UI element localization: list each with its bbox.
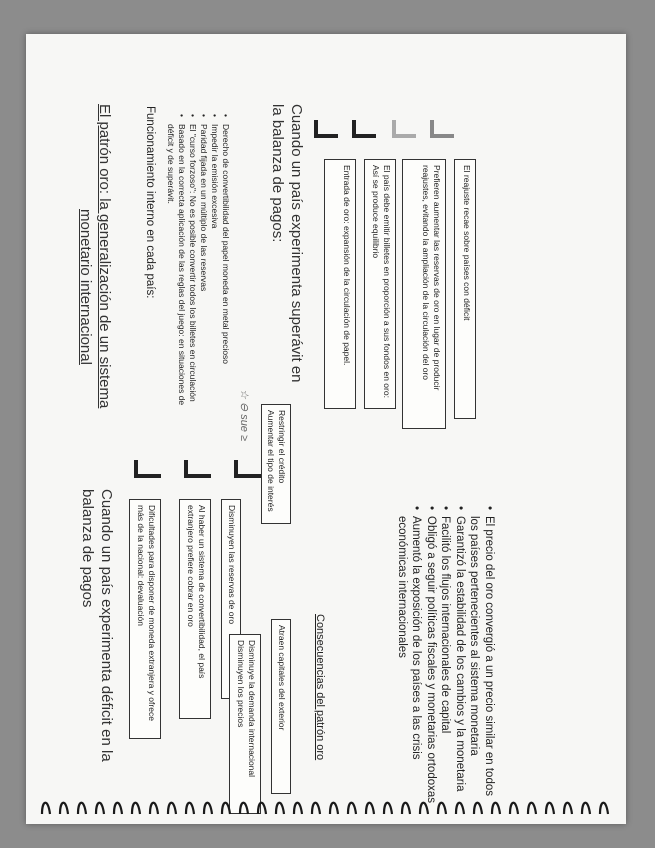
internal-functioning-heading: Funcionamiento interno en cada país: [144, 106, 156, 299]
surplus-box-4: El reajuste recae sobre países con déficit [454, 159, 476, 419]
arrow-4 [316, 120, 338, 136]
surplus-title-line-2: la balanza de pagos: [269, 104, 286, 243]
internal-functioning-list [165, 112, 231, 424]
deficit-title-line-1: Cuando un país experimenta déficit en la [98, 489, 115, 762]
surplus-box-1: Entrada de oro: expansión de la circulación de papel. [324, 159, 356, 409]
consequences-list [395, 504, 497, 806]
surplus-arrows [296, 114, 456, 154]
deficit-box-3: Disminuyen las reservas de oro [221, 499, 241, 699]
credit-box [261, 404, 291, 524]
arrow-1 [236, 460, 262, 476]
arrow-3 [136, 460, 161, 476]
handwritten-note: ☆ ⊖ sue ≥ [238, 389, 250, 442]
list-item: • El "curso forzoso": No es posible convertir todos los billetes en circulación [187, 124, 198, 424]
arrow-1 [432, 120, 454, 136]
list-item: • Impedir la emisión excesiva [209, 124, 220, 424]
list-item: • Facilitó los flujos internacionales de capital [438, 516, 453, 806]
arrow-2 [186, 460, 211, 476]
main-title-line-2: monetario internacional [77, 209, 94, 365]
capital-box: Atraen capitales del exterior [271, 619, 291, 794]
deficit-arrows [116, 454, 266, 494]
deficit-title-line-2: balanza de pagos [79, 489, 96, 608]
list-item: • Paridad fijada en un múltiplo de las reservas [198, 124, 209, 424]
deficit-title [78, 489, 116, 762]
surplus-box-2: El país debe emitir billetes en proporción a sus fondos en oro: Así se produce equilibrio [364, 159, 396, 409]
main-title [76, 104, 114, 408]
effect-line-2: Disminuyen los precios [236, 640, 246, 728]
list-item: • Derecho de convertibilidad del papel moneda en metal precioso [220, 124, 231, 424]
spiral-binding [30, 792, 620, 822]
list-item: • Basado en la correcta aplicación de las reglas del juego: en situaciones de déficit y de superávit. [165, 124, 187, 424]
list-item: • Obligó a seguir políticas fiscales y monetarias ortodoxas [424, 516, 439, 806]
arrow-3 [354, 120, 376, 136]
main-title-line-1: El patrón oro: la generalización de un sistema [96, 104, 113, 409]
rotated-notes-sheet [26, 34, 626, 824]
effect-line-1: Disminuye la demanda internacional [247, 640, 257, 778]
credit-line-1: Restringir el crédito [277, 410, 287, 484]
surplus-title-line-1: Cuando un país experimenta superávit en [288, 104, 305, 383]
list-item: • El precio del oro convergió a un precio similar en todos los países pertenecientes al sistema monetaria [467, 516, 496, 806]
consequences-heading: Consecuencias del patrón oro [314, 614, 326, 761]
effect-box [229, 634, 261, 814]
arrow-2 [394, 120, 416, 136]
deficit-box-2: Al haber un sistema de convertibilidad, el país extranjero prefiere cobrar en oro [179, 499, 211, 719]
surplus-box-3: Prefieren aumentar las reservas de oro en lugar de producir reajustes, evitando la ampliación de la circulación del oro [402, 159, 446, 429]
list-item: • Garantizó la estabilidad de los cambios y la monetaria [453, 516, 468, 806]
deficit-box-1: Dificultades para disponer de moneda extranjera y ofrece más de la nacional: devaluación [129, 499, 161, 739]
credit-line-2: Aumentar el tipo de interés [266, 410, 276, 512]
notebook-page [26, 34, 626, 824]
list-item: • Aumentó la exposición de los países a las crisis económicas internacionales [395, 516, 424, 806]
